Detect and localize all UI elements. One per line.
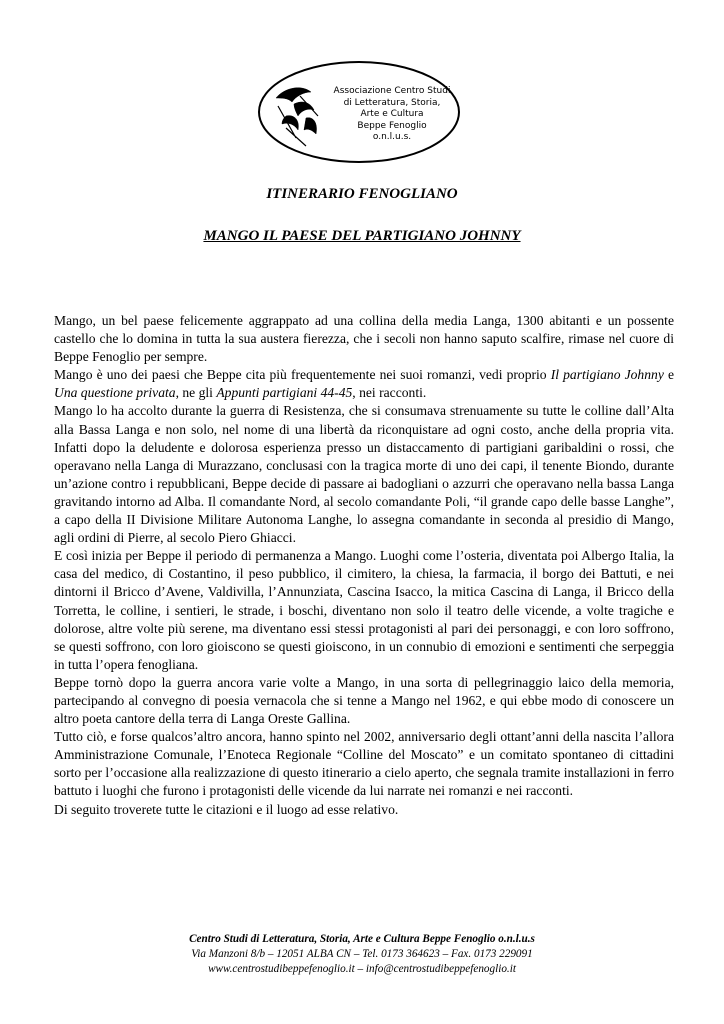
paragraph: Beppe tornò dopo la guerra ancora varie volte a Mango, in una sorta di pellegrinaggio laico della memoria, partecipando al convegno di poesia vernacola che si tenne a Mango nel 1962, e qui ebbe modo di conoscere un altro poeta cantore della terra di Langa Oreste Gallina. [54,674,674,727]
text-run: Mango è uno dei paesi che Beppe cita più frequentemente nei suoi romanzi, vedi proprio [54,367,551,383]
document-title: ITINERARIO FENOGLIANO [266,186,458,202]
text-run: e [663,367,674,383]
logo-line: Arte e Cultura [360,109,424,119]
book-title: Appunti partigiani 44-45 [216,385,353,401]
footer-organization: Centro Studi di Letteratura, Storia, Arte e Cultura Beppe Fenoglio o.n.l.u.s [189,933,535,945]
paragraph: E così inizia per Beppe il periodo di permanenza a Mango. Luoghi come l’osteria, diventata poi Albergo Italia, la casa del medico, di Costantino, il peso pubblico, il cimitero, la chiesa, la farmacia, il borgo dei Battuti, e nei dintorni il Bricco d’Avene, Valdivilla, l’Annunziata, Cascina Isacco, la mitica Cascina di Langa, il Bricco della Torretta, le colline, i sentieri, le strade, i boschi, diventano non solo il teatro delle vicende, a volte tragiche e dolorose, altre volte più serene, ma diventano essi stessi protagonisti al pari dei personaggi, e con loro soffrono, se questi soffrono, con loro gioiscono se questi gioiscono, in un connubio di emozioni e sentimenti che serpeggia in tutta l’opera fenogliana. [54,548,674,672]
text-run: , nei racconti. [352,385,427,401]
stylized-figure-icon [276,88,318,146]
document-subtitle: MANGO IL PAESE DEL PARTIGIANO JOHNNY [203,228,521,244]
logo-line: o.n.l.u.s. [372,132,412,142]
footer-contacts: www.centrostudibeppefenoglio.it – info@centrostudibeppefenoglio.it [208,963,516,975]
book-title: Il partigiano Johnny [550,367,664,383]
paragraph: Mango, un bel paese felicemente aggrappato ad una collina della media Langa, 1300 abitanti e un possente castello che lo domina in tutta la sua austera fierezza, che i secoli non hanno saputo scalfire, rimase nel cuore di Beppe Fenoglio per sempre. [54,313,674,365]
book-title: Una questione privata [54,385,176,401]
page-footer [0,932,724,977]
paragraph: Di seguito troverete tutte le citazioni e il luogo ad esse relativo. [54,801,399,817]
logo-text [322,86,462,144]
document-body [54,312,674,819]
text-run: , ne gli [175,385,217,401]
footer-address: Via Manzoni 8/b – 12051 ALBA CN – Tel. 0173 364623 – Fax. 0173 229091 [191,948,533,960]
paragraph: Tutto ciò, e forse qualcos’altro ancora, hanno spinto nel 2002, anniversario degli ottant’anni della nascita l’allora Amministrazione Comunale, l’Enoteca Regionale “Colline del Moscato” e un comitato spontaneo di cittadini sorto per l’occasione alla realizzazione di questo itinerario a cielo aperto, che segnala tramite installazioni in ferro battuto i luoghi che furono i protagonisti delle vicende da lui narrate nei romanzi e nei racconti. [54,729,674,799]
logo-line: di Letteratura, Storia, [343,97,441,108]
paragraph: Mango lo ha accolto durante la guerra di Resistenza, che si consumava strenuamente su tutte le colline dall’Alta alla Bassa Langa e non solo, nel nome di una libertà da riconquistare ad ogni costo, anche della propria vita. Infatti dopo la deludente e dolorosa esperienza presso un distaccamento di partigiani garibaldini o rossi, che operavano nella Langa di Murazzano, conclusasi con la tragica morte di uno dei capi, il tenente Biondo, durante un’azione contro i repubblicani, Beppe decide di passare ai badogliani o azzurri che operavano nella bassa Langa gravitando intorno ad Alba. Il comandante Nord, al secolo comandante Poli, “il grande capo delle basse Langhe”, a capo della II Divisione Militare Autonoma Langhe, lo assegna comandante in seconda al presidio di Mango, agli ordini di Pierre, al secolo Piero Ghiacci. [54,403,674,546]
logo-line: Beppe Fenoglio [357,120,427,131]
logo-line: Associazione Centro Studi [333,86,451,96]
paragraph [54,366,674,402]
